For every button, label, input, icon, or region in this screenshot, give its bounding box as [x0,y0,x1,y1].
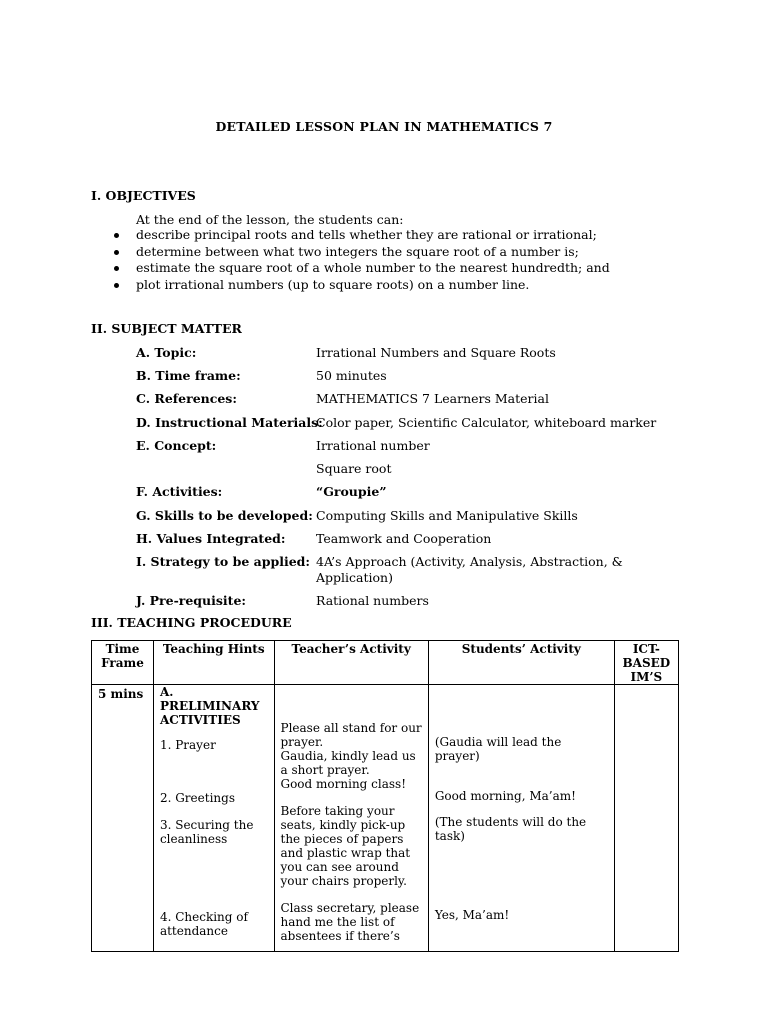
subject-value: Rational numbers [316,593,429,608]
subject-label: A. Topic: [136,345,197,360]
subject-value: Irrational number [316,438,430,453]
subject-value: MATHEMATICS 7 Learners Material [316,391,549,406]
teaching-procedure-table [91,640,679,952]
subject-value: Square root [316,461,392,476]
subject-label: J. Pre-requisite: [136,593,247,608]
ict-cell [614,685,678,952]
teacher-line: Class secretary, please hand me the list of absentees if there’s [280,901,420,943]
hint-item: 4. Checking of attendance [159,910,248,938]
objectives-intro: At the end of the lesson, the students can: [136,212,404,227]
subject-label: G. Skills to be developed: [136,508,313,523]
objective-item: plot irrational numbers (up to square roots) on a number line. [112,277,610,294]
teacher-line: Gaudia, kindly lead us a short prayer. [280,749,416,777]
subject-label: F. Activities: [136,484,223,499]
subject-label: D. Instructional Materials: [136,415,323,430]
header-teaching-hints: Teaching Hints [153,641,274,685]
objectives-list [112,227,610,293]
teacher-activity-cell [274,685,428,952]
student-line: Good morning, Ma’am! [434,789,576,803]
hint-item: 2. Greetings [159,791,235,805]
table-row [92,685,679,952]
subject-label: H. Values Integrated: [136,531,286,546]
teacher-line: Please all stand for our prayer. [280,721,422,749]
document-title: DETAILED LESSON PLAN IN MATHEMATICS 7 [215,119,553,134]
student-line: (Gaudia will lead the prayer) [434,735,562,763]
student-line: Yes, Ma’am! [434,908,510,922]
subject-value: 4A’s Approach (Activity, Analysis, Abstraction, & Application) [316,554,623,585]
header-teacher-activity: Teacher’s Activity [274,641,428,685]
subject-label: B. Time frame: [136,368,241,383]
hints-cell [153,685,274,952]
objective-item: describe principal roots and tells whether they are rational or irrational; [112,227,610,244]
teaching-procedure-heading: III. TEACHING PROCEDURE [91,615,292,630]
student-line: (The students will do the task) [434,815,587,843]
subject-value: Teamwork and Cooperation [316,531,492,546]
objective-item: determine between what two integers the square root of a number is; [112,244,610,261]
teacher-line: Good morning class! [280,777,407,791]
objectives-heading: I. OBJECTIVES [91,188,196,203]
hint-item: 3. Securing the cleanliness [159,818,254,846]
hints-section-title: A. PRELIMINARY ACTIVITIES [159,685,260,727]
students-activity-cell [428,685,614,952]
subject-label: C. References: [136,391,237,406]
objective-item: estimate the square root of a whole number to the nearest hundredth; and [112,260,610,277]
subject-value: “Groupie” [316,484,387,499]
header-time-frame: Time Frame [92,641,154,685]
subject-value: Computing Skills and Manipulative Skills [316,508,578,523]
subject-value: Color paper, Scientific Calculator, whiteboard marker [316,415,657,430]
table-header-row [92,641,679,685]
subject-label: E. Concept: [136,438,217,453]
subject-value: Irrational Numbers and Square Roots [316,345,556,360]
subject-value: 50 minutes [316,368,387,383]
time-cell: 5 mins [92,685,154,952]
header-students-activity: Students’ Activity [428,641,614,685]
hint-item: 1. Prayer [159,738,216,752]
subject-matter-heading: II. SUBJECT MATTER [91,321,242,336]
header-ict-based: ICT-BASED IM’S [614,641,678,685]
subject-label: I. Strategy to be applied: [136,554,311,569]
teacher-line: Before taking your seats, kindly pick-up the pieces of papers and plastic wrap that you can see around your chairs properly. [280,804,411,888]
